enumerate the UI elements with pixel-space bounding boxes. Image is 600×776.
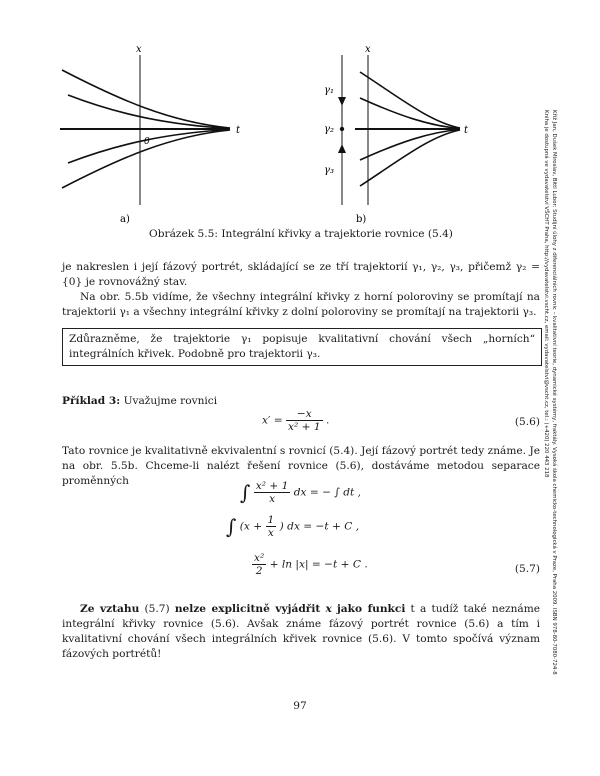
example-heading xyxy=(62,394,540,409)
panel-b-arrow-down xyxy=(338,97,346,106)
eq56-numerator: −x xyxy=(286,408,323,421)
panel-b-t-label: t xyxy=(464,125,469,136)
panel-b-gamma3: γ₃ xyxy=(324,165,334,176)
equation-5-6 xyxy=(262,408,329,433)
eq56-denominator: x² + 1 xyxy=(288,421,321,433)
eq57-row3: $\frac{\text{x²}}{2}$ + ln |x| = −t + C . xyxy=(254,552,368,577)
example-label: Příklad 3: xyxy=(62,395,121,407)
eq56-lhs: x′ = xyxy=(262,414,283,427)
panel-a-origin-label: 0 xyxy=(144,137,150,147)
eq56-tail: . xyxy=(325,414,330,427)
paragraph-1: je nakreslen i její fázový portrét, skládající se ze tří trajektorií γ₁, γ₂, γ₃, přičemž γ₂ = {0} je rovnovážný stav. xyxy=(62,261,540,288)
panel-a xyxy=(60,44,241,225)
panel-b-gamma2: γ₂ xyxy=(324,124,334,135)
eq56-number: (5.6) xyxy=(514,416,540,428)
panel-b-equilibrium-point xyxy=(340,127,344,131)
page-number: 97 xyxy=(293,700,307,712)
side-citation: Kříž Jan, Dušek Miroslav, Bittl Lubor: Studijní úlohy z diferenciálních rovnic – kvalitativní teorie, dynamické systémy, fraktály. Vysoká škola chemicko-technologická v Praze, Praha 2009. ISBN 978-80-7080-724-8 Kniha je dostupná ve vydavatelství VŠCHT Praha, http://vydavatelstvi.vscht.cz, email: vydavatelstvi@vscht.cz, tel.: (+420) 220 443 218 xyxy=(543,110,557,675)
eq57-number: (5.7) xyxy=(514,563,540,575)
figure-5-5 xyxy=(60,40,480,225)
panel-a-curve xyxy=(62,70,230,128)
paragraph-2: Na obr. 5.5b vidíme, že všechny integrální křivky z horní poloroviny se promítají na trajektorii γ₁ a všechny integrální křivky z dolní poloroviny se promítají na trajektorii γ₃. xyxy=(62,291,540,318)
panel-a-label: a) xyxy=(120,214,130,225)
paragraph-3: Tato rovnice je kvalitativně ekvivalentní s rovnicí (5.4). Její fázový portrét tedy známe. Je na obr. 5.5b. Chceme-li nalézt řešení rovnice (5.6), dostáváme metodou separace proměnných xyxy=(62,445,540,487)
panel-b-curve xyxy=(360,72,460,128)
panel-b xyxy=(324,44,469,225)
panel-a-curve xyxy=(68,95,230,129)
panel-b-label: b) xyxy=(356,214,367,225)
emphasis-box: Zdůrazněme, že trajektorie γ₁ popisuje kvalitativní chování všech „horních“ integrálních křivek. Podobně pro trajektorii γ₃. xyxy=(62,328,542,366)
example-intro: Uvažujme rovnici xyxy=(123,395,218,407)
eq57-row2: ∫ (x + $\frac{1}{x}$ ) dx = −t + C , xyxy=(226,514,360,539)
panel-a-t-label: t xyxy=(236,125,241,136)
eq57-row1: ∫ $\frac{\text{x² + 1}}{x}$ dx = − ∫ dt , xyxy=(240,480,362,505)
paragraph-4: Ze vztahu (5.7) nelze explicitně vyjádřit x jako funkci t a tudíž také neznáme integrální křivky rovnice (5.6). Avšak známe fázový portrét rovnice (5.6) a tím i kvalitativní chování všech integrálních křivek rovnice (5.6). V tomto spočívá význam fázových portrétů! xyxy=(62,603,541,660)
panel-b-gamma1: γ₁ xyxy=(324,85,334,96)
panel-b-arrow-up xyxy=(338,144,346,153)
panel-b-curve xyxy=(360,130,460,186)
figure-caption: Obrázek 5.5: Integrální křivky a trajektorie rovnice (5.4) xyxy=(149,228,453,240)
panel-b-x-label: x xyxy=(365,44,371,55)
panel-a-x-label: x xyxy=(136,44,142,55)
